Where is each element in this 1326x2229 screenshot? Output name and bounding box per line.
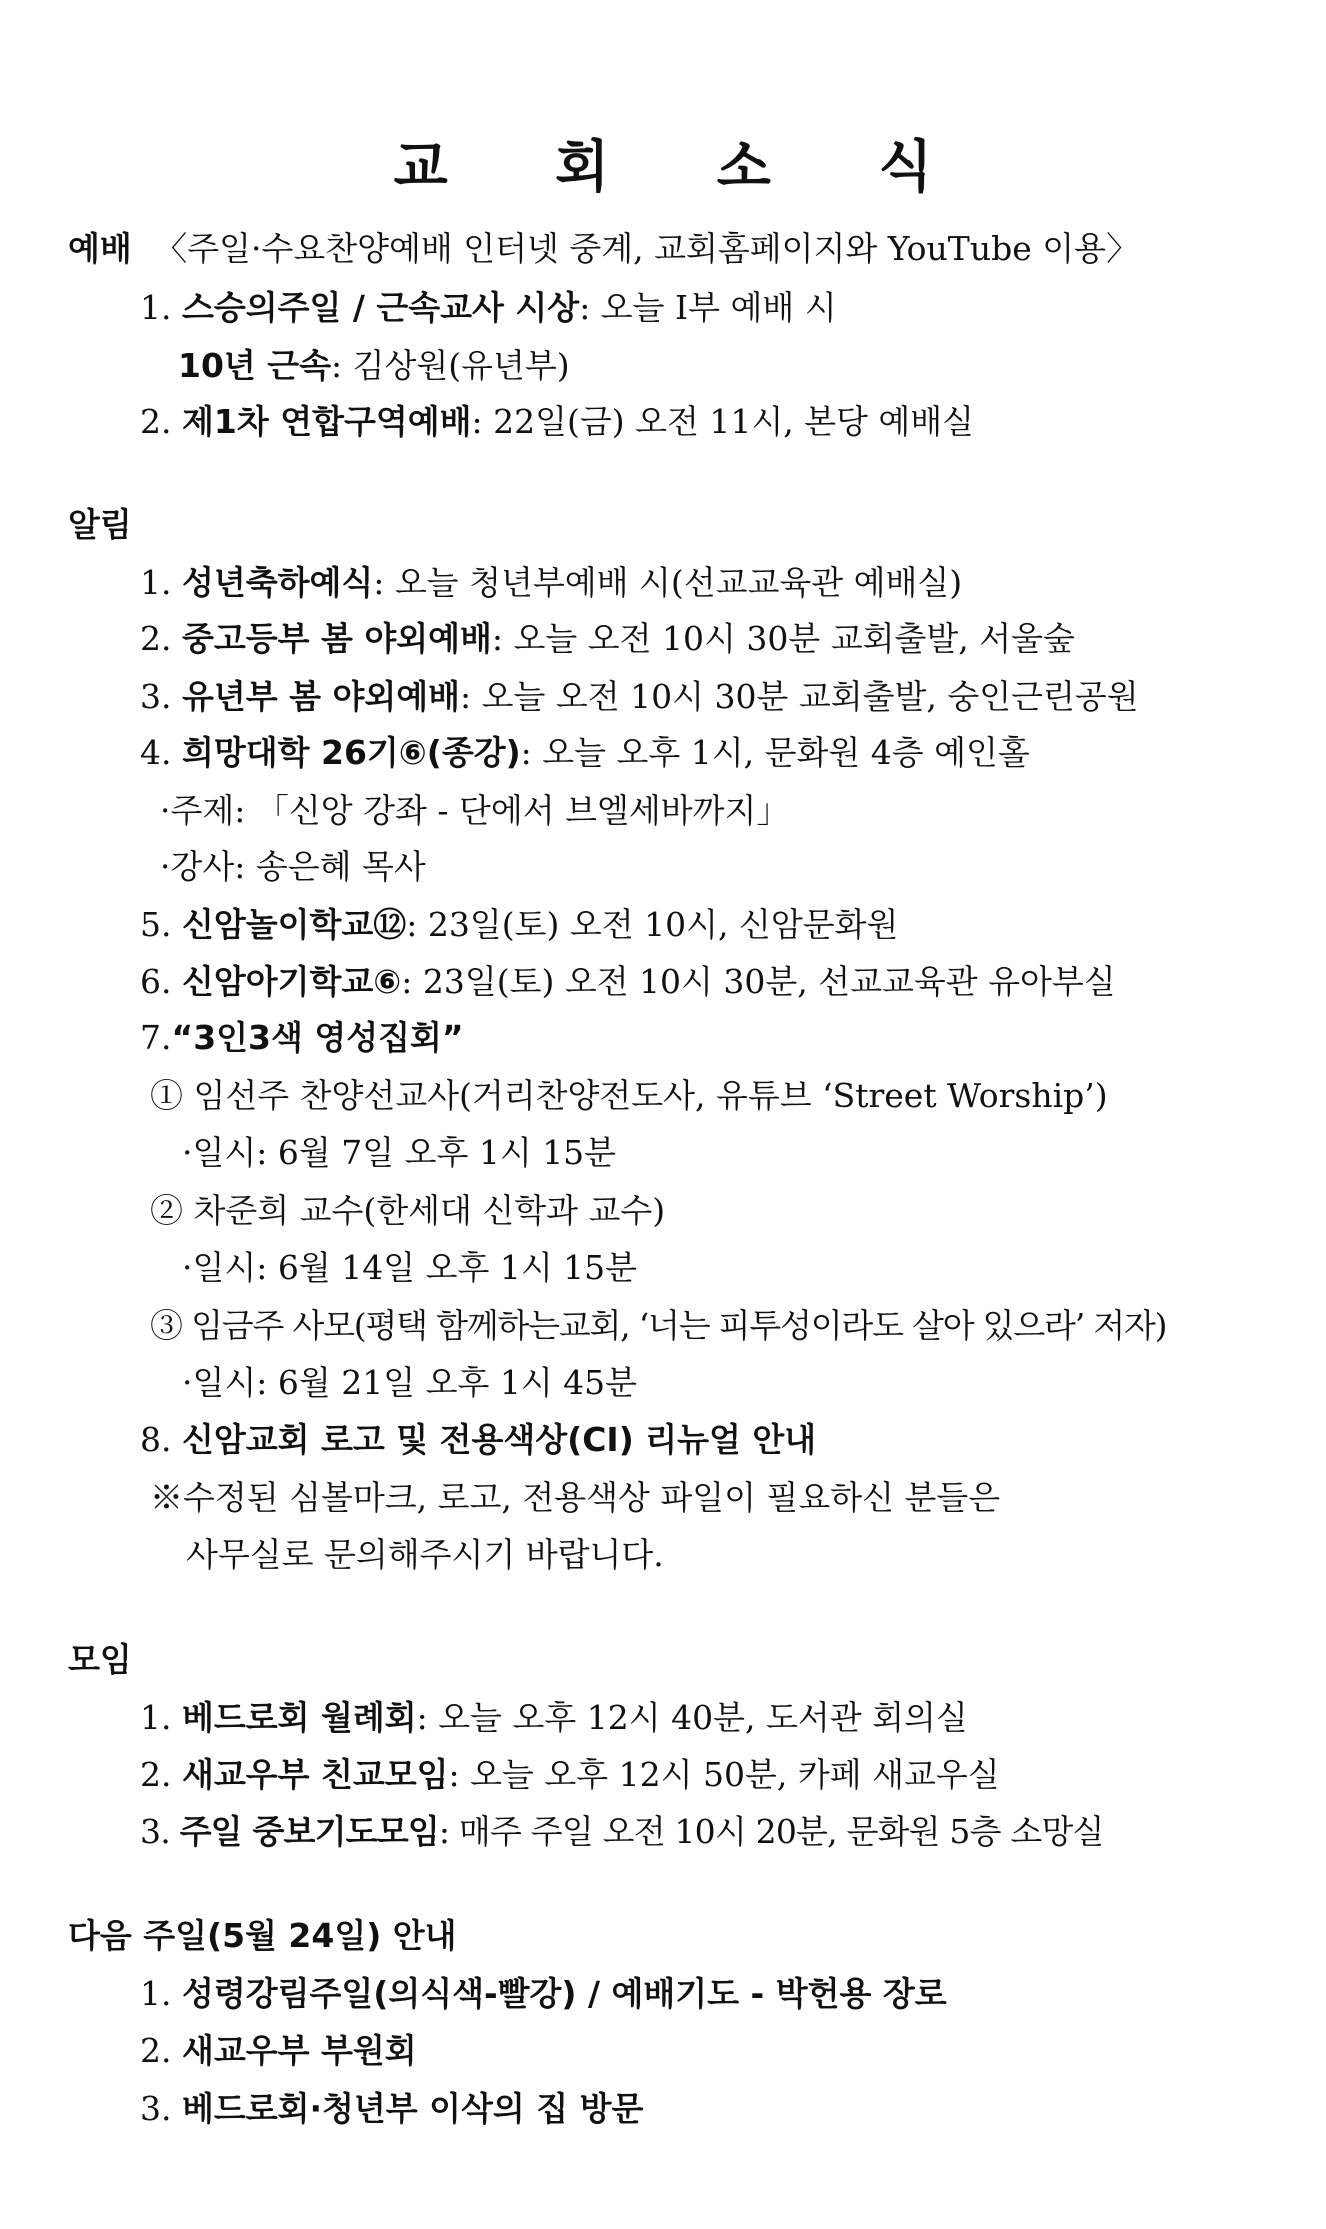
next-week-item: 3. 베드로회·청년부 이삭의 집 방문 (140, 2089, 644, 2128)
next-week-item: 1. 성령강림주일(의식색-빨강) / 예배기도 - 박헌용 장로 (140, 1974, 947, 2013)
notice-item: 1. 성년축하예식: 오늘 청년부예배 시(선교교육관 예배실) (140, 563, 963, 602)
notice-subitem: ③ 임금주 사모(평택 함께하는교회, ‘너는 피투성이라도 살아 있으라’ 저자) (150, 1306, 1167, 1345)
notice-subitem: ·일시: 6월 7일 오후 1시 15분 (182, 1133, 617, 1172)
notice-subitem: ·일시: 6월 14일 오후 1시 15분 (182, 1248, 638, 1287)
worship-heading: 예배 (68, 229, 132, 268)
worship-item: 10년 근속: 김상원(유년부) (178, 346, 570, 385)
meeting-item: 1. 베드로회 월례회: 오늘 오후 12시 40분, 도서관 회의실 (140, 1698, 968, 1737)
notice-item: 7.“3인3색 영성집회” (140, 1018, 464, 1057)
meeting-item: 2. 새교우부 친교모임: 오늘 오후 12시 50분, 카페 새교우실 (140, 1755, 1000, 1794)
notice-item: 5. 신암놀이학교⑫: 23일(토) 오전 10시, 신암문화원 (140, 905, 899, 944)
notice-subitem: ·일시: 6월 21일 오후 1시 45분 (182, 1363, 638, 1402)
notice-subitem: ※수정된 심볼마크, 로고, 전용색상 파일이 필요하신 분들은 (150, 1478, 1001, 1517)
notice-item: 8. 신암교회 로고 및 전용색상(CI) 리뉴얼 안내 (140, 1420, 817, 1459)
notice-item: 3. 유년부 봄 야외예배: 오늘 오전 10시 30분 교회출발, 숭인근린공원 (140, 677, 1139, 716)
notice-subitem: ① 임선주 찬양선교사(거리찬양전도사, 유튜브 ‘Street Worship’) (150, 1076, 1108, 1115)
meeting-heading: 모임 (68, 1640, 132, 1679)
worship-item: 2. 제1차 연합구역예배: 22일(금) 오전 11시, 본당 예배실 (140, 402, 975, 441)
notice-subitem: 사무실로 문의해주시기 바랍니다. (186, 1535, 664, 1574)
meeting-item: 3. 주일 중보기도모임: 매주 주일 오전 10시 20분, 문화원 5층 소망실 (140, 1812, 1104, 1851)
notice-item: 6. 신암아기학교⑥: 23일(토) 오전 10시 30분, 선교교육관 유아부실 (140, 962, 1116, 1001)
worship-section (68, 227, 1139, 271)
worship-note: 〈주일·수요찬양예배 인터넷 중계, 교회홈페이지와 YouTube 이용〉 (154, 229, 1139, 268)
next-week-heading: 다음 주일(5월 24일) 안내 (68, 1916, 457, 1955)
notice-subitem: ·주제: 「신앙 강좌 - 단에서 브엘세바까지」 (160, 791, 790, 830)
next-week-item: 2. 새교우부 부원회 (140, 2031, 417, 2070)
notice-item: 4. 희망대학 26기⑥(종강): 오늘 오후 1시, 문화원 4층 예인홀 (140, 733, 1030, 772)
worship-item: 1. 스승의주일 / 근속교사 시상: 오늘 Ⅰ부 예배 시 (140, 288, 837, 327)
notice-subitem: ·강사: 송은혜 목사 (160, 847, 426, 886)
notice-heading: 알림 (68, 505, 132, 544)
page-title: 교 회 소 식 (393, 135, 977, 200)
notice-item: 2. 중고등부 봄 야외예배: 오늘 오전 10시 30분 교회출발, 서울숲 (140, 619, 1075, 658)
notice-subitem: ② 차준희 교수(한세대 신학과 교수) (150, 1191, 666, 1230)
